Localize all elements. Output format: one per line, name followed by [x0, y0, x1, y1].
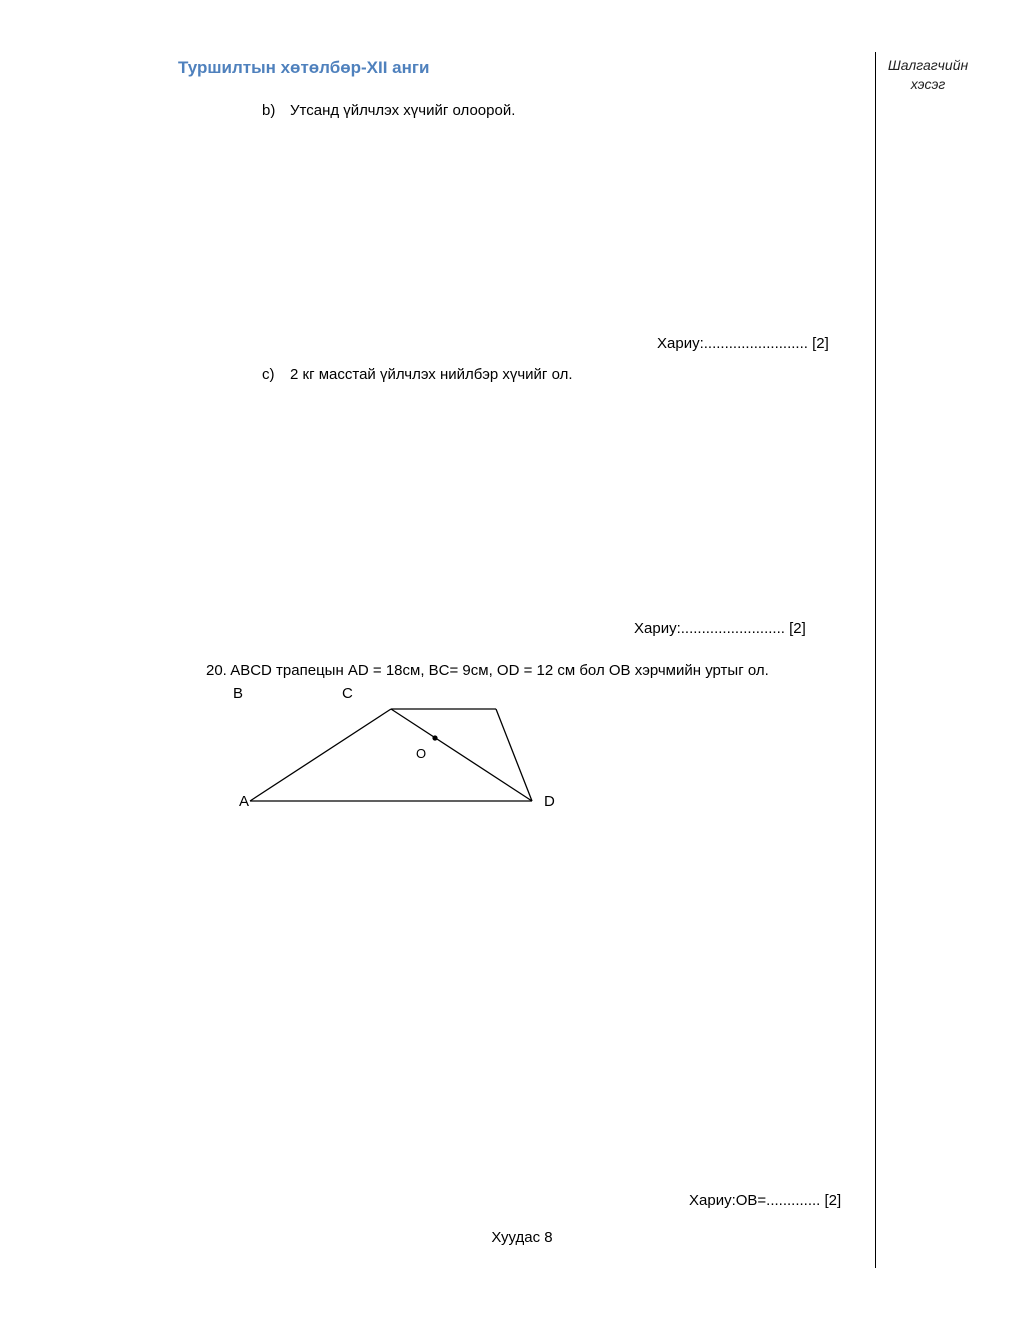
- segment-cd: [496, 709, 532, 801]
- page-number: Хуудас 8: [491, 1229, 553, 1246]
- answer-19b: Хариу:......................... [2]: [657, 335, 829, 352]
- figure-label-o: O: [416, 746, 427, 761]
- answer-20: Хариу:OB=............. [2]: [689, 1192, 842, 1209]
- question-20: [206, 662, 769, 679]
- figure-label-b: B: [233, 685, 244, 702]
- question-19c-marker: c): [262, 366, 275, 383]
- examiner-label-line2: хэсэг: [910, 76, 946, 92]
- figure-label-a: A: [239, 793, 250, 810]
- question-19b: [262, 102, 515, 119]
- trapezoid-figure: [200, 680, 600, 820]
- question-20-number: 20.: [206, 662, 227, 679]
- margin-divider: [875, 52, 876, 1268]
- question-19b-text: Утсанд үйлчлэх хүчийг олоорой.: [290, 102, 516, 119]
- question-19c-text: 2 кг масстай үйлчлэх нийлбэр хүчийг ол.: [290, 366, 573, 383]
- page-header-title: Туршилтын хөтөлбөр-XII анги: [178, 58, 430, 77]
- diagonal-bd: [391, 709, 532, 801]
- segment-ab: [250, 709, 391, 801]
- question-19c: [262, 366, 573, 383]
- examiner-section-label: [878, 56, 978, 94]
- figure-label-c: C: [342, 685, 353, 702]
- question-20-text: ABCD трапецын AD = 18см, BC= 9см, OD = 12 см бол OB хэрчмийн уртыг ол.: [230, 662, 769, 679]
- examiner-label-line1: Шалгагчийн: [887, 57, 969, 73]
- answer-19c: Хариу:......................... [2]: [634, 620, 806, 637]
- figure-label-d: D: [544, 793, 555, 810]
- point-o: [432, 735, 437, 740]
- question-19b-marker: b): [262, 102, 276, 119]
